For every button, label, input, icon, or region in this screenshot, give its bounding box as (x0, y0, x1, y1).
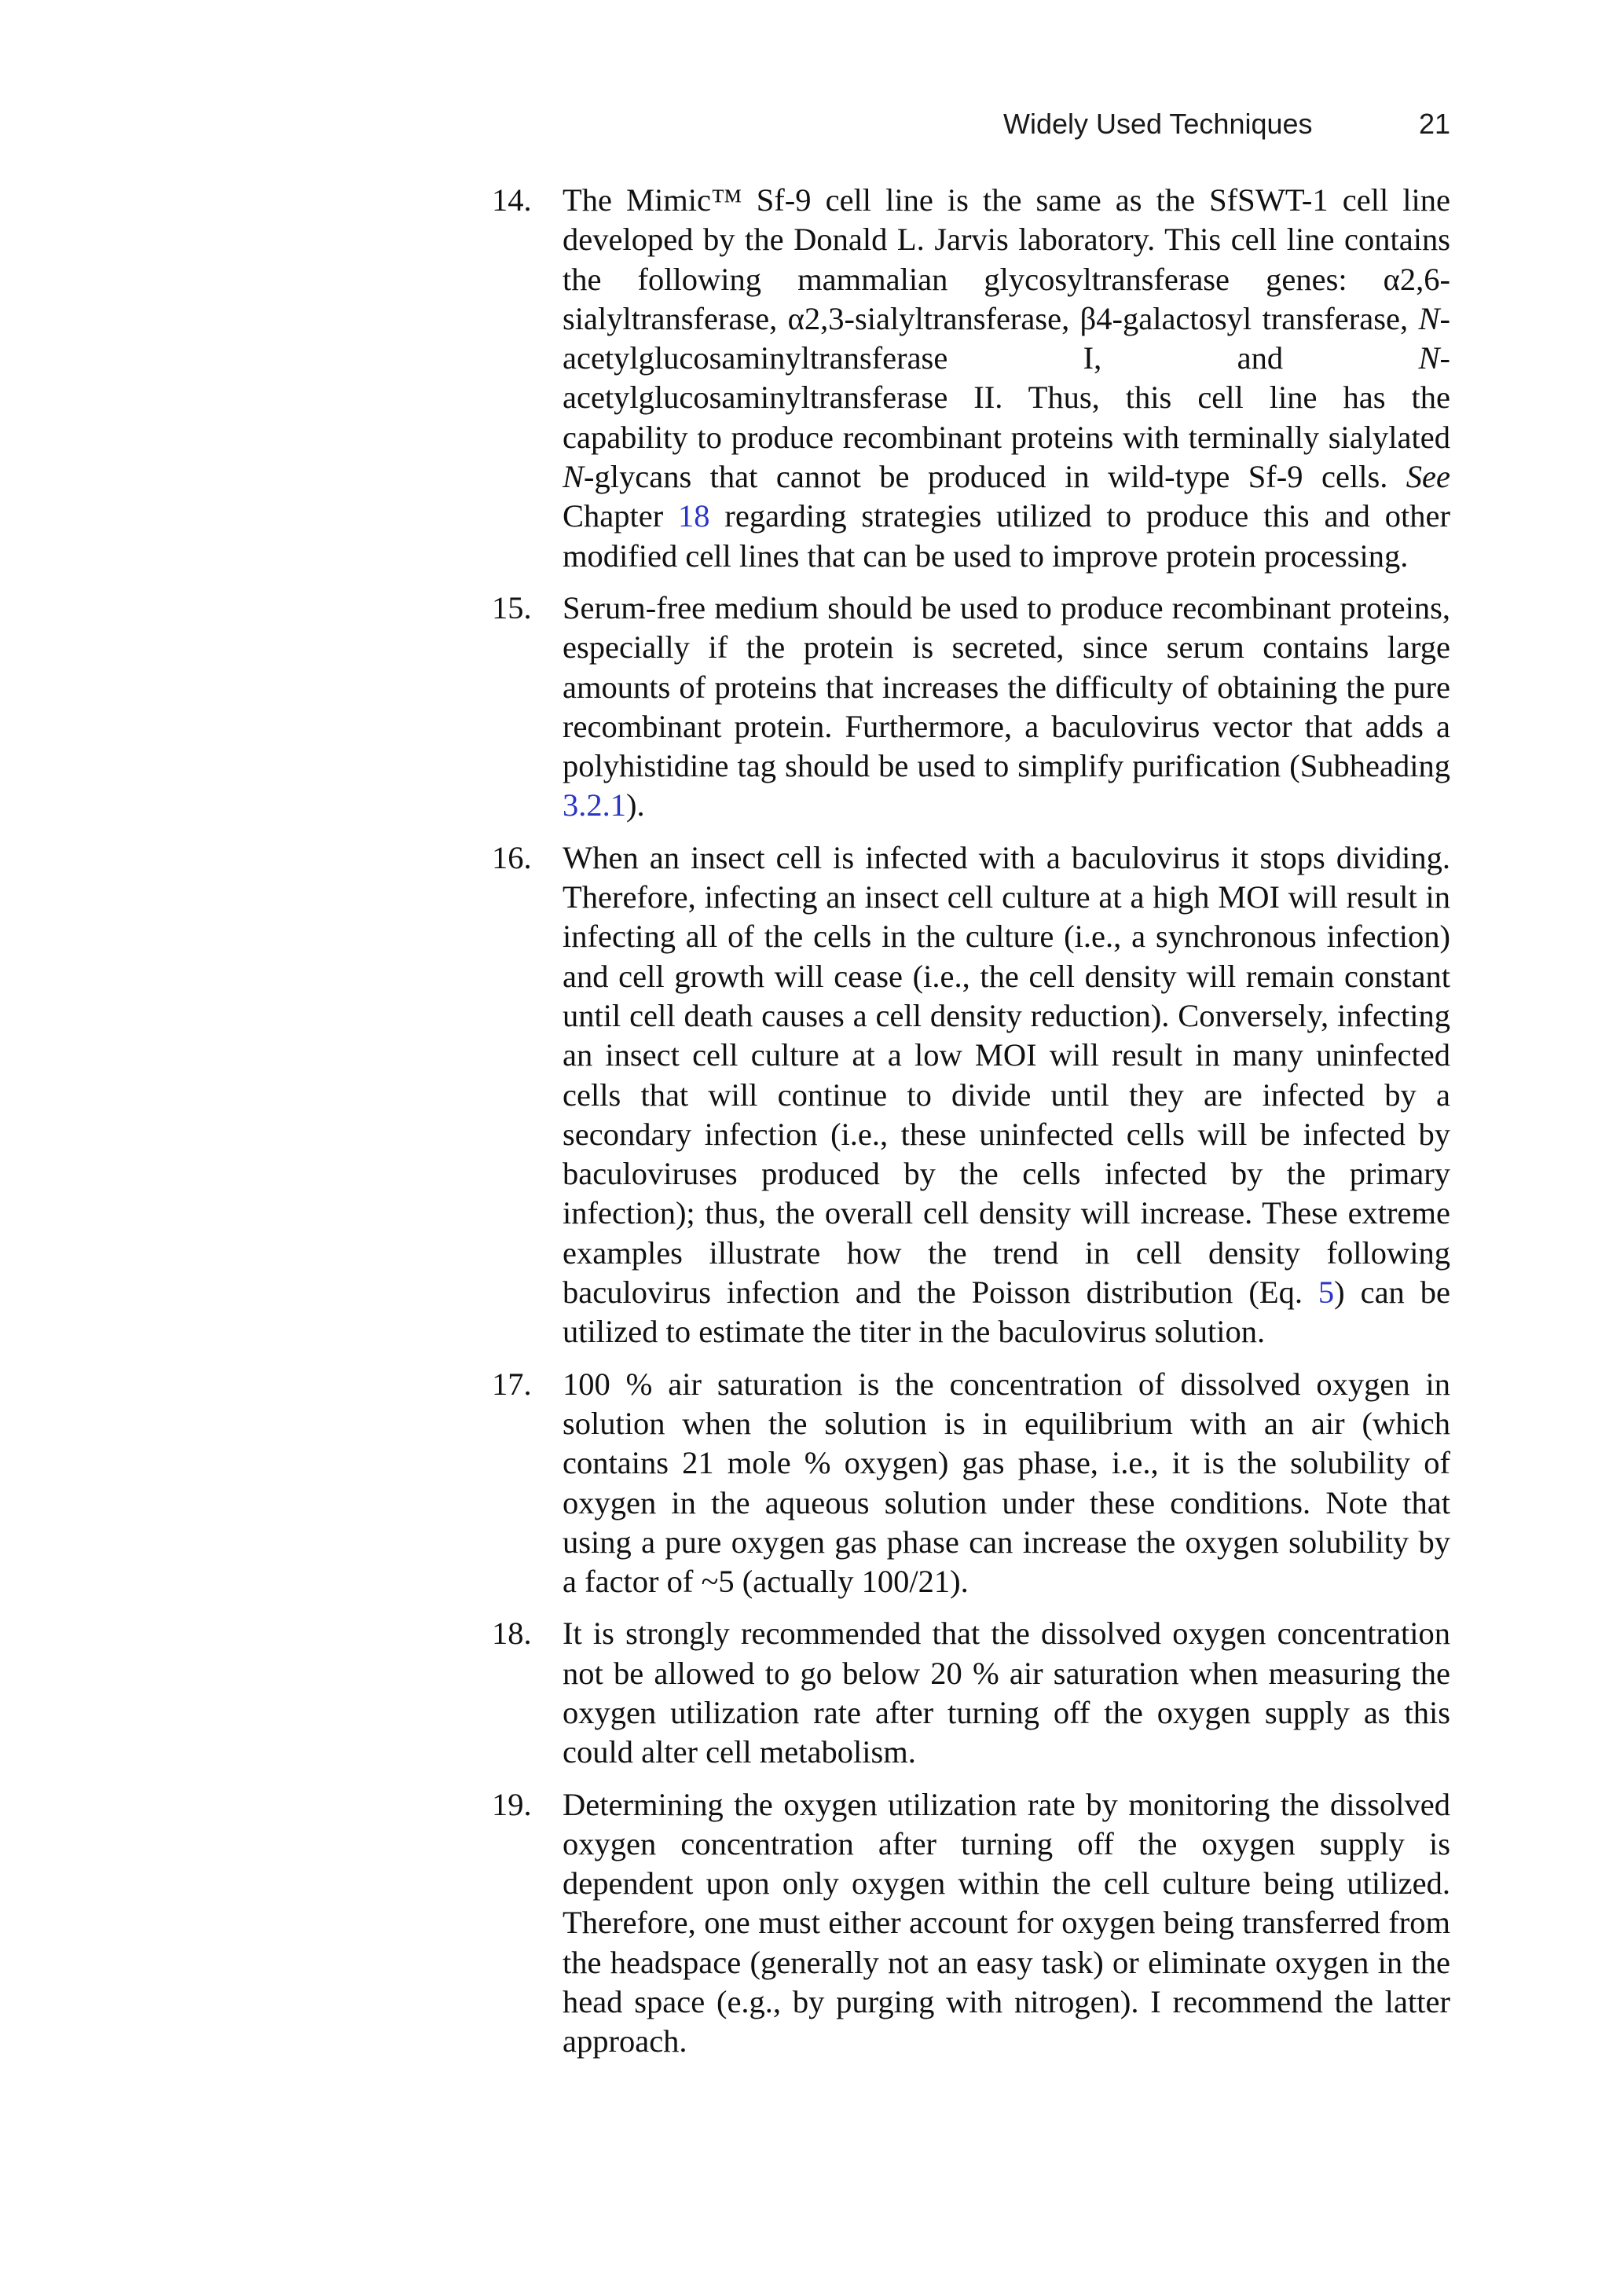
note-15 (492, 589, 1450, 826)
note-number: 18. (492, 1616, 532, 1652)
note-text: 100 % air saturation is the concentration of dissolved oxygen in solution when the solution is in equilibrium with an air (which contains 21 mole % oxygen) gas phase, i.e., it is the solubility of oxygen in the aqueous solution under these conditions. Note that using a pure oxygen gas phase can increase the oxygen solubility by a factor of ~5 (actually 100/21). (563, 1366, 1450, 1600)
note-number: 19. (492, 1786, 532, 1822)
note-number: 15. (492, 589, 532, 625)
note-text: When an insect cell is infected with a baculovirus it stops dividing. Therefore, infecting an insect cell culture at a high MOI will result in infecting all of the cells in the culture (i.e., a synchronous infection) and cell growth will cease (i.e., the cell density will remain constant until cell death causes a cell density reduction). Conversely, infecting an insect cell culture at a low MOI will result in many uninfected cells that will continue to divide until they are infected by a secondary infection (i.e., these uninfected cells will be infected by baculoviruses produced by the cells infected by the primary infection); thus, the overall cell density will increase. These extreme examples illustrate how the trend in cell density following baculovirus infection and the Poisson distribution (Eq. 5) can be utilized to estimate the titer in the baculovirus solution. (563, 839, 1450, 1350)
equation-link[interactable]: 5 (1318, 1275, 1335, 1311)
running-head (864, 108, 1450, 141)
page-number: 21 (1418, 108, 1450, 140)
chapter-link[interactable]: 18 (678, 498, 710, 534)
running-title: Widely Used Techniques (1003, 108, 1313, 140)
note-text: It is strongly recommended that the dissolved oxygen concentration not be allowed to go below 20 % air saturation when measuring the oxygen utilization rate after turning off the oxygen supply as this could alter cell metabolism. (563, 1616, 1450, 1770)
note-18 (492, 1614, 1450, 1772)
note-number: 14. (492, 182, 532, 218)
note-16 (492, 838, 1450, 1352)
note-text: Serum-free medium should be used to produce recombinant proteins, especially if the protein is secreted, since serum contains large amounts of proteins that increases the difficulty of obtaining the pure recombinant protein. Furthermore, a baculovirus vector that adds a polyhistidine tag should be used to simplify purification (Subheading 3.2.1). (563, 589, 1450, 823)
note-number: 17. (492, 1366, 532, 1402)
note-text: The Mimic™ Sf-9 cell line is the same as the SfSWT-1 cell line developed by the Donald L. Jarvis laboratory. This cell line contains the following mammalian glycosyltransferase genes: α2,6-sialyltransferase, α2,3-sialyltransferase, β4-galactosyl transferase, N-acetylglucosaminyltransferase I, and N-acetylglucosaminyltransferase II. Thus, this cell line has the capability to produce recombinant proteins with terminally sialylated N-glycans that cannot be produced in wild-type Sf-9 cells. See Chapter 18 regarding strategies utilized to produce this and other modified cell lines that can be used to improve protein processing. (563, 182, 1450, 574)
note-17 (492, 1365, 1450, 1602)
subheading-link[interactable]: 3.2.1 (563, 787, 626, 823)
note-14 (492, 181, 1450, 576)
note-19 (492, 1785, 1450, 2062)
notes-list (492, 181, 1450, 2074)
note-text: Determining the oxygen utilization rate by monitoring the dissolved oxygen concentration after turning off the oxygen supply is dependent upon only oxygen within the cell culture being utilized. Therefore, one must either account for oxygen being transferred from the headspace (generally not an easy task) or eliminate oxygen in the head space (e.g., by purging with nitrogen). I recommend the latter approach. (563, 1786, 1450, 2059)
note-number: 16. (492, 839, 532, 875)
